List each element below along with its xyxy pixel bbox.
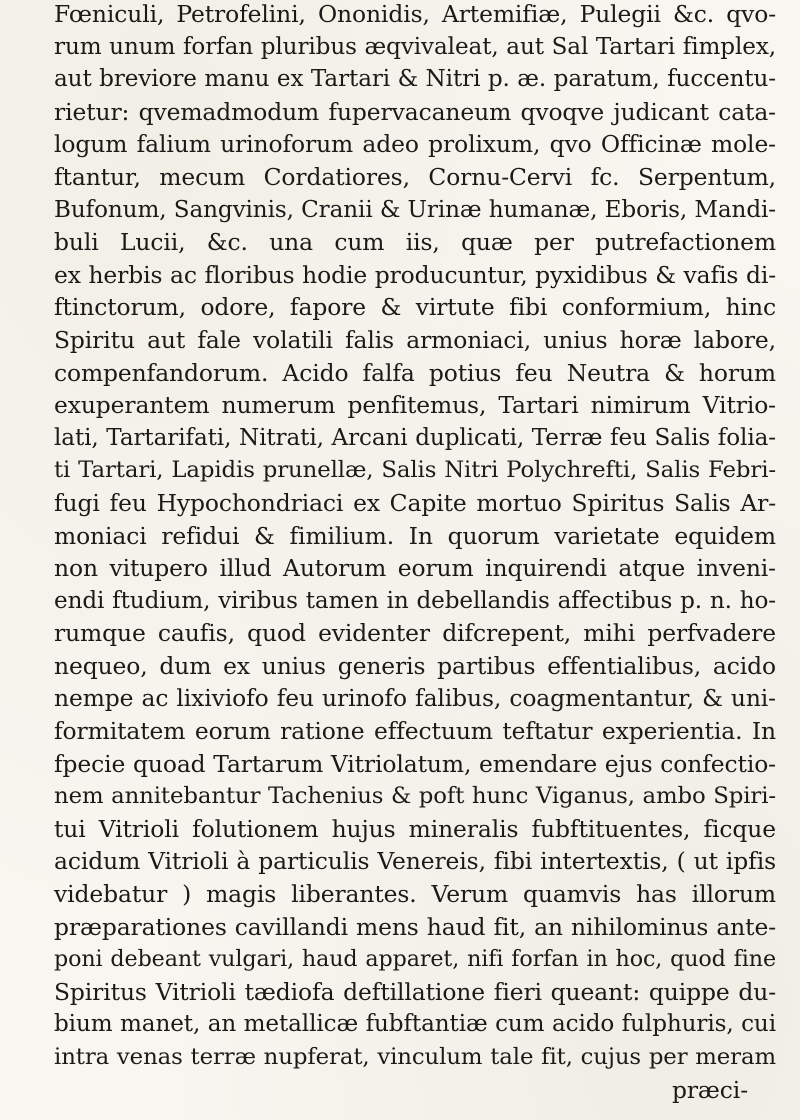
text-line: nem annitebantur Tachenius & poft hunc Viganus, ambo Spiri-	[54, 783, 776, 810]
text-line: Bufonum, Sangvinis, Cranii & Urinæ humanæ, Eboris, Mandi-	[54, 196, 777, 223]
text-line: tui Vitrioli folutionem hujus mineralis fubftituentes, ficque	[54, 814, 776, 843]
text-line: fugi feu Hypochondriaci ex Capite mortuo Spiritus Salis Ar-	[54, 488, 776, 517]
text-line: Spiritus Vitrioli tædiofa deftillatione fieri queant: quippe du-	[54, 977, 776, 1006]
text-line: buli Lucii, &c. una cum iis, quæ per putrefactionem	[54, 228, 776, 257]
text-line: ti Tartari, Lapidis prunellæ, Salis Nitri Polychrefti, Salis Febri-	[54, 457, 776, 484]
text-line: ftinctorum, odore, fapore & virtute fibi conformium, hinc	[54, 293, 776, 322]
text-line: ftantur, mecum Cordatiores, Cornu-Cervi fc. Serpentum,	[54, 162, 776, 191]
text-line: poni debeant vulgari, haud apparet, nifi forfan in hoc, quod fine	[54, 946, 776, 973]
text-line: compenfandorum. Acido falfa potius feu Neutra & horum	[54, 358, 776, 387]
text-line: rumque caufis, quod evidenter difcrepent, mihi perfvadere	[54, 619, 776, 648]
text-line: moniaci refidui & fimilium. In quorum varietate equidem	[54, 521, 776, 550]
text-line: non vitupero illud Autorum eorum inquirendi atque inveni-	[54, 554, 776, 583]
text-line: logum falium urinoforum adeo prolixum, qvo Officinæ mole-	[54, 130, 776, 159]
text-line: rum unum forfan pluribus æqvivaleat, aut Sal Tartari fimplex,	[54, 33, 776, 60]
text-line: nequeo, dum ex unius generis partibus effentialibus, acido	[54, 651, 776, 680]
text-line: intra venas terræ nupferat, vinculum tale fit, cujus per meram	[54, 1044, 776, 1070]
text-line: acidum Vitrioli à particulis Venereis, fibi intertextis, ( ut ipfis	[54, 847, 776, 876]
text-line: præparationes cavillandi mens haud fit, an nihilominus ante-	[54, 912, 776, 941]
text-line: fpecie quoad Tartarum Vitriolatum, emendare ejus confectio-	[54, 749, 776, 778]
catchword: præci-	[671, 1075, 748, 1104]
text-line: bium manet, an metallicæ fubftantiæ cum acido fulphuris, cui	[54, 1011, 776, 1038]
text-line: ex herbis ac floribus hodie producuntur, pyxidibus & vafis di-	[54, 260, 776, 289]
text-line: formitatem eorum ratione effectuum teftatur experientia. In	[54, 717, 776, 746]
text-line: Spiritu aut fale volatili falis armoniaci, unius horæ labore,	[54, 325, 776, 354]
text-line: aut breviore manu ex Tartari & Nitri p. æ. paratum, fuccentu-	[54, 66, 776, 93]
text-line: exuperantem numerum penfitemus, Tartari nimirum Vitrio-	[54, 391, 776, 420]
text-line: lati, Tartarifati, Nitrati, Arcani duplicati, Terræ feu Salis folia-	[54, 424, 776, 451]
text-line: Fœniculi, Petrofelini, Ononidis, Artemifiæ, Pulegii &c. qvo-	[54, 0, 776, 28]
text-line: rietur: qvemadmodum fupervacaneum qvoqve judicant cata-	[54, 97, 776, 126]
text-line: endi ftudium, viribus tamen in debellandis affectibus p. n. ho-	[54, 587, 776, 614]
body-text	[54, 0, 776, 1106]
text-line: videbatur ) magis liberantes. Verum quamvis has illorum	[54, 880, 776, 909]
text-line: nempe ac lixiviofo feu urinofo falibus, coagmentantur, & uni-	[54, 684, 776, 713]
